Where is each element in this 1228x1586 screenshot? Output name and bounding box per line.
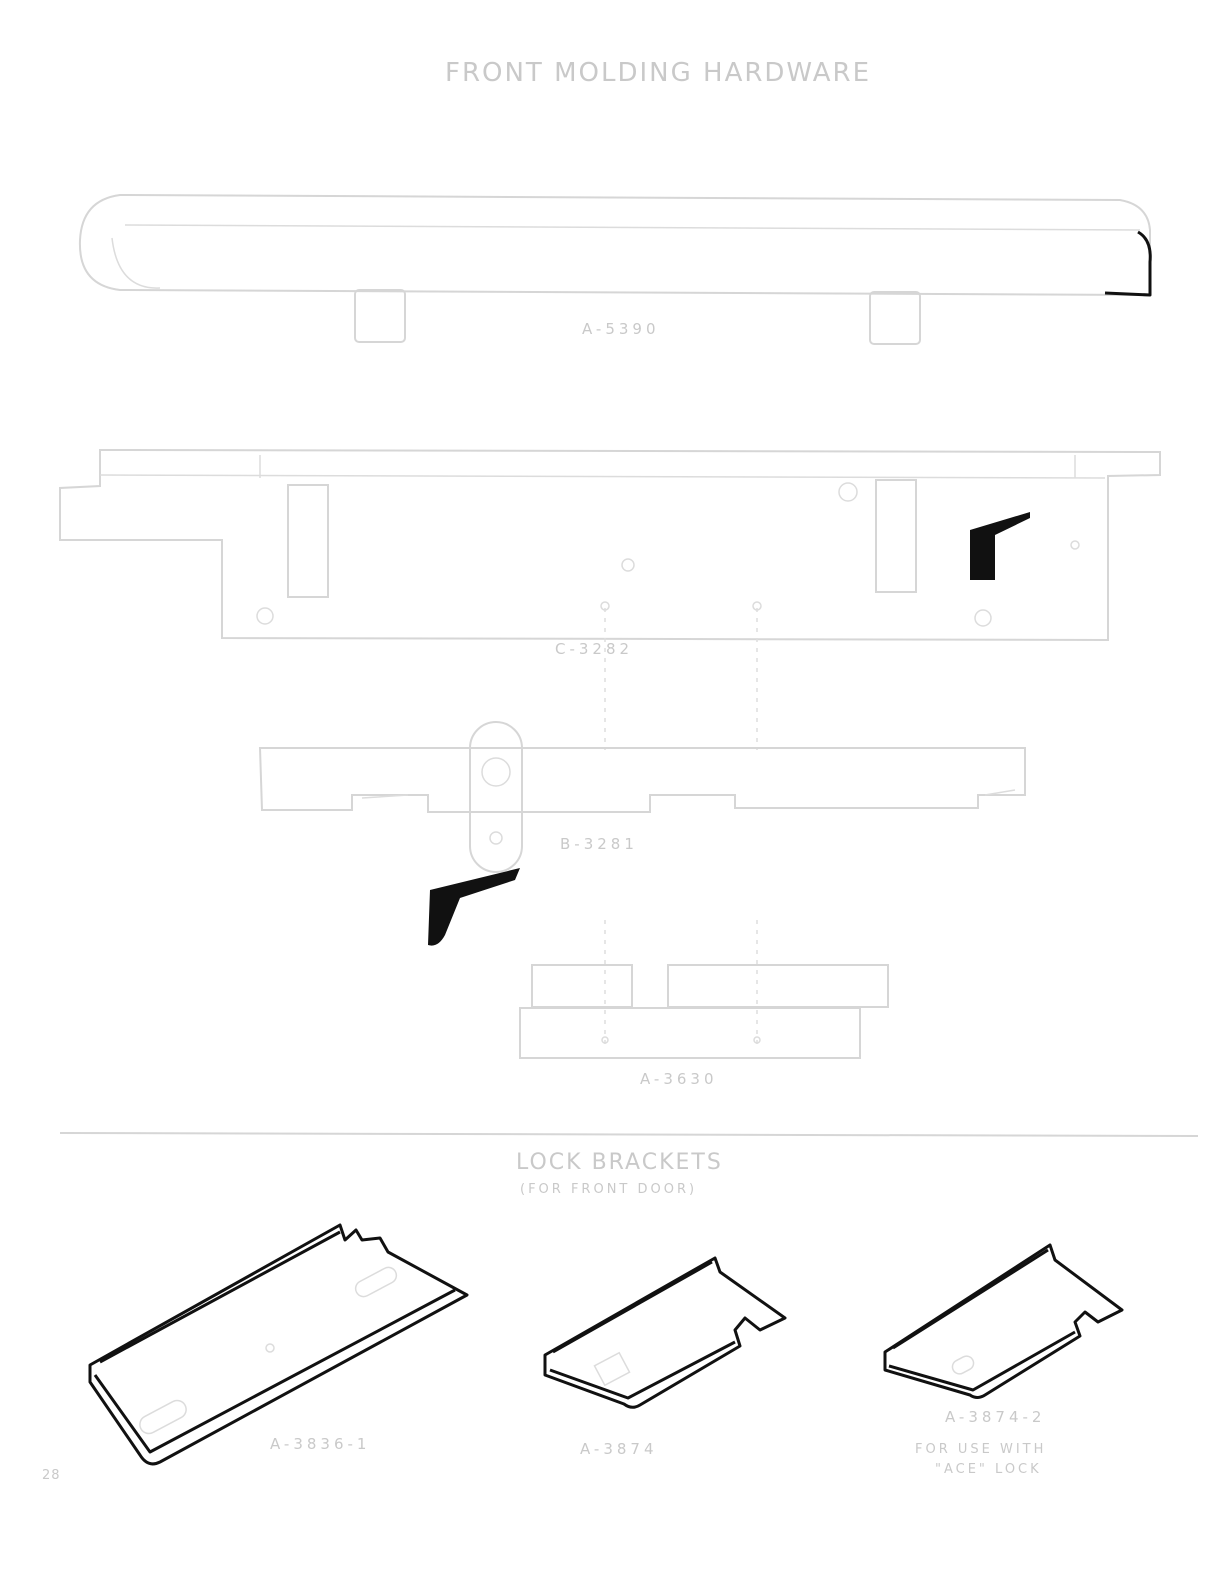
assembly-guide-lines xyxy=(605,608,757,1045)
section-divider xyxy=(60,1133,1198,1136)
lock-bracket-large-drawing xyxy=(90,1225,467,1464)
page-number: 28 xyxy=(42,1468,61,1483)
lock-bracket-medium-drawing xyxy=(545,1258,785,1586)
part-label-bracket-medium: A-3874 xyxy=(580,1440,658,1458)
bracket-small-note-line2: "ACE" LOCK xyxy=(935,1462,1042,1477)
part-label-slide: B-3281 xyxy=(560,835,638,853)
part-label-rail: C-3282 xyxy=(555,640,634,658)
section-title-lock-brackets: LOCK BRACKETS xyxy=(516,1150,723,1175)
lock-bracket-small-drawing xyxy=(885,1245,1122,1398)
slide-drawing xyxy=(260,722,1025,946)
part-label-bracket-large: A-3836-1 xyxy=(270,1435,371,1453)
part-label-molding: A-5390 xyxy=(582,320,660,338)
clip-drawing xyxy=(520,965,888,1058)
page-title: FRONT MOLDING HARDWARE xyxy=(445,58,872,88)
part-label-clip: A-3630 xyxy=(640,1070,718,1088)
bracket-small-note-line1: FOR USE WITH xyxy=(915,1442,1047,1457)
rail-drawing xyxy=(60,450,1160,640)
section-subtitle-lock-brackets: (FOR FRONT DOOR) xyxy=(520,1182,698,1197)
part-label-bracket-small: A-3874-2 xyxy=(945,1408,1046,1426)
